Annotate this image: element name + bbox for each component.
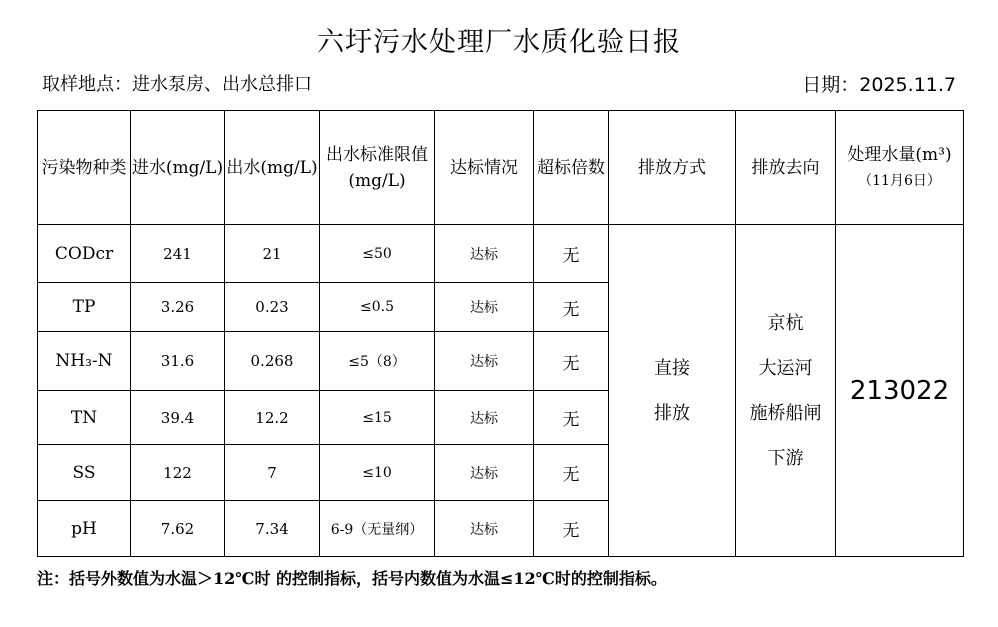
header-volume-date: （11月6日） xyxy=(858,172,941,189)
header-status: 达标情况 xyxy=(435,111,534,225)
row-name: pH xyxy=(38,501,131,557)
row-effluent: 0.268 xyxy=(225,332,320,391)
row-status: 达标 xyxy=(435,501,534,557)
header-effluent: 出水(mg/L) xyxy=(225,111,320,225)
row-effluent: 0.23 xyxy=(225,283,320,332)
water-quality-table xyxy=(37,110,964,557)
header-volume xyxy=(836,111,964,225)
row-influent: 31.6 xyxy=(131,332,225,391)
row-influent: 39.4 xyxy=(131,391,225,445)
discharge-destination-line: 施桥船闸 xyxy=(749,402,822,424)
row-name: TN xyxy=(38,391,131,445)
header-volume-label: 处理水量(m³) xyxy=(847,144,952,165)
discharge-destination-line: 京杭 xyxy=(767,312,804,334)
row-effluent: 7.34 xyxy=(225,501,320,557)
row-status: 达标 xyxy=(435,283,534,332)
discharge-method-line: 排放 xyxy=(654,402,690,424)
row-influent: 122 xyxy=(131,445,225,501)
row-name: SS xyxy=(38,445,131,501)
footnote: 注：括号外数值为水温＞12℃时 的控制指标，括号内数值为水温≤12℃时的控制指标。 xyxy=(37,569,667,588)
row-effluent: 7 xyxy=(225,445,320,501)
row-influent: 241 xyxy=(131,225,225,283)
discharge-method-cell xyxy=(609,225,736,557)
row-standard: ≤0.5 xyxy=(320,283,435,332)
header-discharge-method: 排放方式 xyxy=(609,111,736,225)
row-exceed: 无 xyxy=(534,332,609,391)
discharge-method-line: 直接 xyxy=(654,357,690,379)
row-exceed: 无 xyxy=(534,445,609,501)
discharge-destination-cell xyxy=(736,225,836,557)
row-name: CODcr xyxy=(38,225,131,283)
header-row xyxy=(38,111,964,225)
row-name: TP xyxy=(38,283,131,332)
row-influent: 7.62 xyxy=(131,501,225,557)
header-pollutant: 污染物种类 xyxy=(38,111,131,225)
header-discharge-destination: 排放去向 xyxy=(736,111,836,225)
row-standard: 6-9（无量纲） xyxy=(320,501,435,557)
row-exceed: 无 xyxy=(534,501,609,557)
row-name: NH₃-N xyxy=(38,332,131,391)
row-status: 达标 xyxy=(435,445,534,501)
table-row xyxy=(38,225,964,283)
row-status: 达标 xyxy=(435,391,534,445)
header-influent: 进水(mg/L) xyxy=(131,111,225,225)
row-exceed: 无 xyxy=(534,391,609,445)
report-title: 六圩污水处理厂水质化验日报 xyxy=(317,27,681,58)
row-exceed: 无 xyxy=(534,225,609,283)
discharge-destination-line: 大运河 xyxy=(758,357,813,379)
row-standard: ≤10 xyxy=(320,445,435,501)
header-exceed: 超标倍数 xyxy=(534,111,609,225)
row-effluent: 12.2 xyxy=(225,391,320,445)
row-status: 达标 xyxy=(435,332,534,391)
header-standard: 出水标准限值(mg/L) xyxy=(320,111,435,225)
treated-volume: 213022 xyxy=(836,225,964,557)
sampling-location: 取样地点：进水泵房、出水总排口 xyxy=(42,74,312,95)
row-influent: 3.26 xyxy=(131,283,225,332)
report-date: 日期：2025.11.7 xyxy=(802,74,956,96)
row-standard: ≤50 xyxy=(320,225,435,283)
row-status: 达标 xyxy=(435,225,534,283)
discharge-destination-line: 下游 xyxy=(767,447,804,469)
row-effluent: 21 xyxy=(225,225,320,283)
row-standard: ≤5（8） xyxy=(320,332,435,391)
row-standard: ≤15 xyxy=(320,391,435,445)
row-exceed: 无 xyxy=(534,283,609,332)
